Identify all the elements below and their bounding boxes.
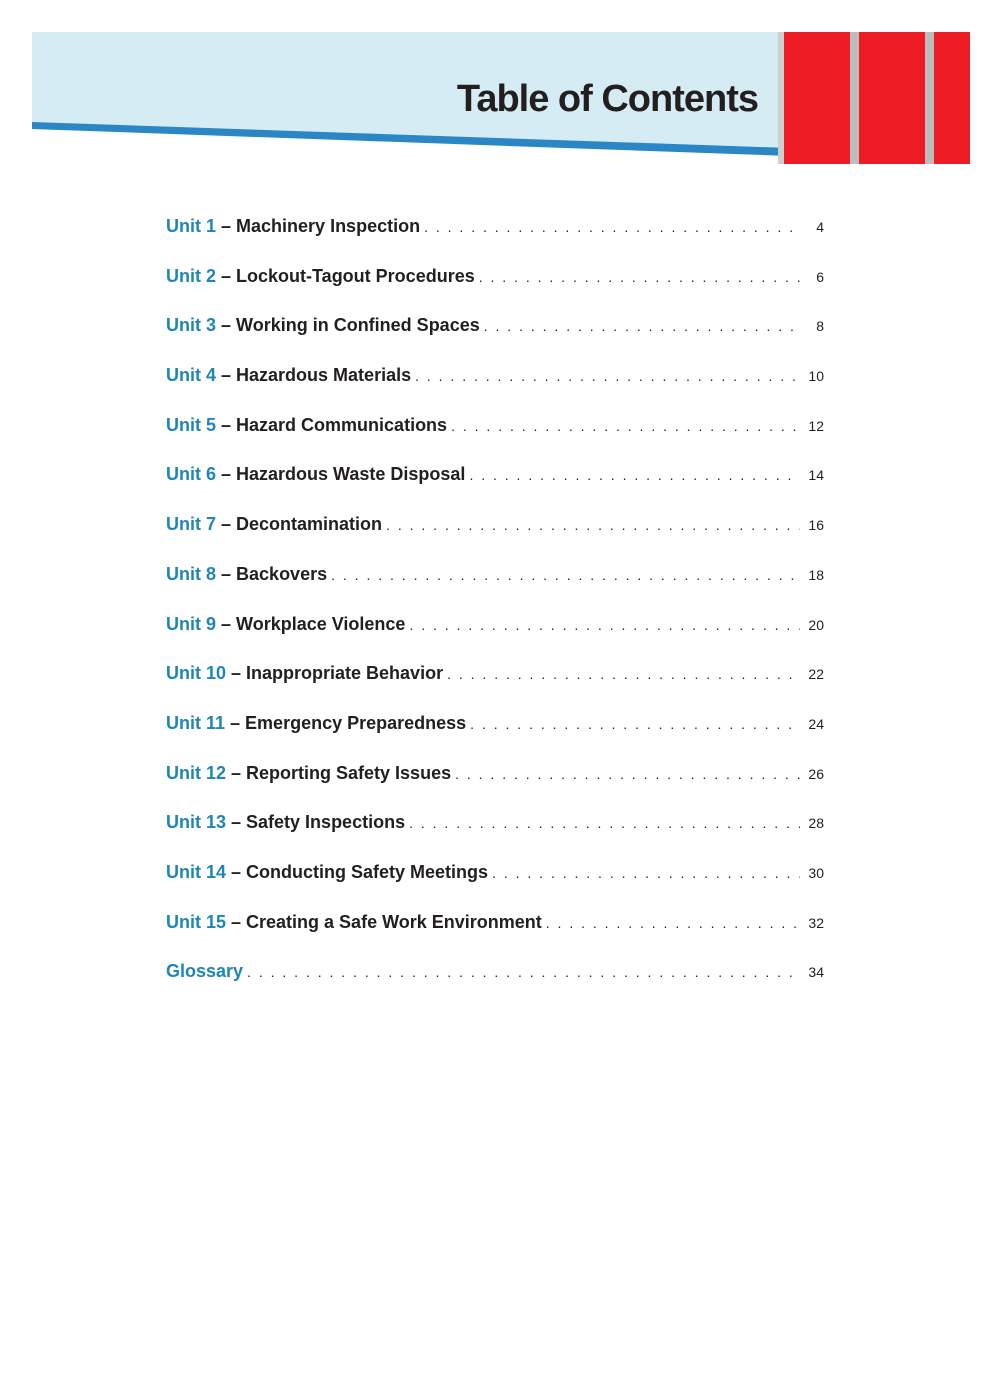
toc-entry-title: Conducting Safety Meetings xyxy=(246,861,489,882)
toc-entry[interactable] xyxy=(166,315,824,365)
toc-entry-dash: – xyxy=(221,265,232,286)
dot-leader xyxy=(331,567,800,583)
dot-leader xyxy=(451,418,800,434)
toc-entry-dash: – xyxy=(221,365,232,386)
toc-entry[interactable] xyxy=(166,961,824,1011)
dot-leader xyxy=(469,467,800,483)
toc-entry-dash: – xyxy=(231,812,242,833)
toc-entry-title: Backovers xyxy=(236,563,328,584)
toc-entry-label: Unit 8 xyxy=(166,563,217,584)
toc-entry-title: Decontamination xyxy=(236,514,383,535)
toc-entry-label: Unit 10 xyxy=(166,663,227,684)
toc-entry-dash: – xyxy=(231,663,242,684)
toc-entry-label: Unit 15 xyxy=(166,911,227,932)
toc-entry[interactable] xyxy=(166,862,824,912)
toc-entry-page-number: 22 xyxy=(808,666,824,683)
toc-entry-page-number: 14 xyxy=(808,467,824,484)
toc-entry-page-number: 4 xyxy=(816,219,824,235)
toc-entry-dash: – xyxy=(221,315,232,336)
toc-entry-label: Unit 13 xyxy=(166,812,227,833)
toc-entry[interactable] xyxy=(166,415,824,465)
toc-entry-label: Unit 12 xyxy=(166,762,227,783)
toc-entry-dash: – xyxy=(231,911,242,932)
toc-entry-title: Reporting Safety Issues xyxy=(246,762,452,783)
toc-entry-label: Unit 6 xyxy=(166,464,217,485)
toc-entry-label: Unit 3 xyxy=(166,315,217,336)
block-shadow xyxy=(925,32,935,164)
dot-leader xyxy=(470,716,800,732)
toc-entry-title: Emergency Preparedness xyxy=(245,712,467,733)
toc-entry-title: Hazardous Waste Disposal xyxy=(236,464,466,485)
dot-leader xyxy=(415,368,800,384)
toc-entry-title: Hazardous Materials xyxy=(236,365,412,386)
toc-entry-dash: – xyxy=(230,712,241,733)
toc-entry-dash: – xyxy=(221,563,232,584)
dot-leader xyxy=(479,269,800,285)
toc-entry-title: Machinery Inspection xyxy=(236,216,421,236)
toc-entry-dash: – xyxy=(221,613,232,634)
toc-entry-dash: – xyxy=(221,414,232,435)
toc-entry-label: Unit 2 xyxy=(166,265,217,286)
dot-leader xyxy=(492,865,800,881)
dot-leader xyxy=(455,766,800,782)
toc-entry-title: Working in Confined Spaces xyxy=(236,315,480,336)
toc-entry-dash: – xyxy=(231,762,242,783)
toc-entry[interactable] xyxy=(166,812,824,862)
toc-entry[interactable] xyxy=(166,763,824,813)
toc-entry-dash: – xyxy=(221,514,232,535)
toc-entry[interactable] xyxy=(166,365,824,415)
toc-entry-label: Unit 5 xyxy=(166,414,217,435)
toc-entry-label: Glossary xyxy=(166,961,244,982)
toc-entry-page-number: 24 xyxy=(808,715,824,732)
toc-entry-dash: – xyxy=(221,464,232,485)
toc-entry-title: Workplace Violence xyxy=(236,613,406,634)
toc-entry-label: Unit 4 xyxy=(166,365,217,386)
toc-entry-label: Unit 9 xyxy=(166,613,217,634)
toc-entry[interactable] xyxy=(166,216,824,266)
toc-entry[interactable] xyxy=(166,564,824,614)
page-title: Table of Contents xyxy=(456,78,758,120)
dot-leader xyxy=(409,815,800,831)
toc-entry[interactable] xyxy=(166,912,824,962)
dot-leader xyxy=(484,318,800,334)
toc-entry[interactable] xyxy=(166,663,824,713)
dot-leader xyxy=(424,219,800,235)
dot-leader xyxy=(386,517,800,533)
header-banner xyxy=(0,0,1000,180)
dot-leader xyxy=(447,666,800,682)
toc-entry-page-number: 26 xyxy=(808,765,824,782)
dot-leader xyxy=(247,964,800,980)
red-block xyxy=(784,32,850,164)
toc-entry-page-number: 10 xyxy=(808,368,824,385)
toc-entry[interactable] xyxy=(166,614,824,664)
toc-entry-dash: – xyxy=(221,216,232,236)
toc-entry[interactable] xyxy=(166,514,824,564)
toc-entry-title: Safety Inspections xyxy=(246,812,406,833)
red-block xyxy=(859,32,925,164)
toc-entry[interactable] xyxy=(166,713,824,763)
dot-leader xyxy=(546,915,800,931)
toc-entry-page-number: 6 xyxy=(816,268,824,285)
toc-entry-label: Unit 1 xyxy=(166,216,217,236)
toc-entry-page-number: 32 xyxy=(808,914,824,931)
toc-entry-page-number: 18 xyxy=(808,566,824,583)
toc-entry-page-number: 8 xyxy=(816,318,824,335)
toc-entry-title: Lockout-Tagout Procedures xyxy=(236,265,475,286)
toc-entry-dash: – xyxy=(231,861,242,882)
toc-entry[interactable] xyxy=(166,266,824,316)
toc-entry-label: Unit 7 xyxy=(166,514,217,535)
toc-entry-label: Unit 14 xyxy=(166,861,227,882)
toc-entry-page-number: 16 xyxy=(808,517,824,534)
toc-entry-page-number: 34 xyxy=(808,964,824,981)
block-shadow xyxy=(850,32,860,164)
toc-entry-label: Unit 11 xyxy=(166,712,226,733)
toc-entry-title: Hazard Communications xyxy=(236,414,448,435)
toc-entry-title: Creating a Safe Work Environment xyxy=(246,911,542,932)
toc-entry-page-number: 28 xyxy=(808,815,824,832)
table-of-contents xyxy=(166,216,824,1011)
toc-entry-title: Inappropriate Behavior xyxy=(246,663,444,684)
toc-entry-page-number: 20 xyxy=(808,616,824,633)
red-block xyxy=(934,32,970,164)
toc-entry-page-number: 12 xyxy=(808,417,824,434)
toc-entry-page-number: 30 xyxy=(808,864,824,881)
toc-entry[interactable] xyxy=(166,464,824,514)
dot-leader xyxy=(409,617,800,633)
